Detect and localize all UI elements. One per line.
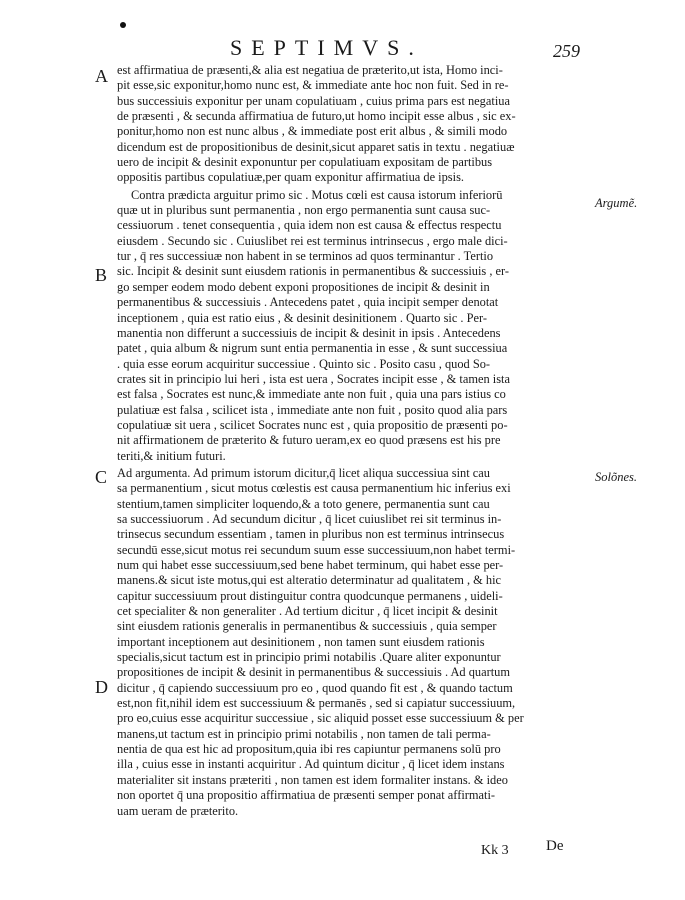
page-number: 259 bbox=[553, 41, 580, 61]
text-line: teriti,& initium futuri. bbox=[117, 448, 226, 463]
text-line: secundū esse,sicut motus rei secundum suum esse successiuum,non habet termi- bbox=[117, 542, 516, 557]
text-line: num qui habet esse successiuum,sed bene habet terminum, qui habet esse per- bbox=[117, 558, 504, 572]
text-line: dicendum est de propositionibus de desinit,sicut apparet satis in textu . negatiuæ bbox=[117, 139, 515, 154]
ornament-dot bbox=[120, 22, 126, 28]
catchword: De bbox=[546, 838, 564, 854]
text-line: pit esse,sic exponitur,homo nunc est, & immediate ante hoc non fuit. Sed in re- bbox=[117, 78, 509, 93]
text-line: . quia esse eorum acquiritur successiue . Quinto sic . Posito casu , quod So- bbox=[117, 356, 491, 371]
section-letter-a: A bbox=[95, 66, 108, 86]
running-title: SEPTIMVS. bbox=[230, 35, 423, 60]
text-line: Ad argumenta. Ad primum istorum dicitur,q̄ licet aliqua successiua sint cau bbox=[117, 465, 490, 480]
text-line: manens,ut tactum est in principio primi notabilis , non tamen de tali perma- bbox=[117, 726, 491, 741]
text-line: manentia non differunt a successiuis de incipit & desinit in ipsis . Antecedens bbox=[117, 325, 501, 340]
text-line: stentium,tamen simpliciter loquendo,& a toto genere, permanentia sunt cau bbox=[117, 496, 490, 511]
text-line: tur , q̄ res successiuæ non habent in se terminos ad quos terminantur . Tertio bbox=[117, 249, 494, 264]
text-line: est,non fit,nihil idem est successiuum & permanēs , sed si capiatur successiuum, bbox=[117, 696, 516, 711]
text-line: quæ ut in pluribus sunt permanentia , non ergo permanentia sunt causa suc- bbox=[117, 203, 491, 218]
text-line: permanentibus & successiuis . Antecedens patet , quia incipit semper denotat bbox=[117, 295, 499, 310]
text-line: dicitur , q̄ capiendo successiuum pro eo , quod quando fit est , & quando tactum bbox=[117, 680, 513, 695]
text-line: ponitur,homo non est nunc albus , & immediate post erit albus , & simili modo bbox=[117, 124, 508, 139]
text-line: materialiter sit instans præteriti , non tamen est idem formaliter instans. & ideo bbox=[117, 772, 508, 787]
text-line: est falsa , Socrates est nunc,& immediate ante non fuit , quia una pars istius co bbox=[117, 387, 506, 402]
text-line: sint eiusdem rationis generalis in permanentibus & successiuis , quia semper bbox=[117, 619, 497, 634]
text-line: illa , cuius esse in instanti acquiritur . Ad quintum dicitur , q̄ licet idem instans bbox=[117, 757, 505, 772]
section-letter-b: B bbox=[95, 265, 108, 285]
text-line: patet , quia album & nigrum sunt entia permanentia in esse , & sunt successiua bbox=[117, 341, 508, 356]
text-line: go semper eodem modo debent exponi propositiones de incipit & desinit in bbox=[117, 279, 490, 294]
text-line: sa successiuorum . Ad secundum dicitur , q̄ licet cuiuslibet rei sit terminus in- bbox=[117, 511, 502, 526]
text-line: cessiuorum . tenet consequentia , quia idem non est causa & effectus respectu bbox=[117, 218, 502, 233]
body-text bbox=[117, 63, 587, 819]
text-line: trinsecus secundum essentiam , tamen in pluribus non est terminus intrinsecus bbox=[117, 527, 505, 542]
section-letter-d: D bbox=[95, 677, 108, 697]
text-line: Contra prædicta arguitur primo sic . Motus cœli est causa istorum inferiorū bbox=[131, 187, 503, 202]
text-line: copulatiuæ sit uera , scilicet Socrates nunc est , quia propositio de præsenti po- bbox=[117, 417, 508, 432]
text-line: de præsenti , & secunda affirmatiua de futuro,ut homo incipit esse albus , sic ex- bbox=[117, 109, 516, 124]
text-line: eiusdem . Secundo sic . Cuiuslibet rei est terminus intrinsecus , ergo male dici- bbox=[117, 233, 508, 248]
text-line: uero de incipit & desinit exponuntur per copulatiuam expositam de partibus bbox=[117, 155, 493, 170]
text-line: specialis,sicut tactum est in principio primi notabilis .Quare aliter exponuntur bbox=[117, 650, 501, 665]
paragraph-3 bbox=[117, 466, 587, 819]
text-line: bus successiuis exponitur per unam copulatiuam , cuius prima pars est negatiua bbox=[117, 93, 510, 108]
text-line: manens.& sicut iste motus,qui est alteratio determinatur ad qualitatem , & hic bbox=[117, 573, 502, 588]
text-line: non oportet q̄ una propositio affirmatiua de præsenti semper ponat affirmati- bbox=[117, 788, 496, 803]
text-line: pro eo,cuius esse acquiritur successiue , sic aliquid posset esse successiuum & per bbox=[117, 711, 524, 726]
paragraph-1 bbox=[117, 63, 587, 186]
text-line: sa permanentium , sicut motus cœlestis est causa permanentium hic inferius exi bbox=[117, 481, 511, 496]
text-line: nit affirmationem de præterito & futuro ueram,ex eo quod præsens est his pre bbox=[117, 433, 501, 448]
text-line: propositiones de incipit & desinit in permanentibus & successiuis . Ad quartum bbox=[117, 665, 511, 680]
paragraph-2 bbox=[117, 188, 587, 464]
margin-note-solutiones: Solõnes. bbox=[595, 470, 638, 484]
text-line: capitur successiuum prout distinguitur contra quodcunque permanens , uideli- bbox=[117, 588, 503, 603]
text-line: crates sit in principio lui heri , ista est uera , Socrates incipit esse , & tamen ista bbox=[117, 371, 510, 386]
text-line: important inceptionem aut desinitionem , non tamen sunt eiusdem rationis bbox=[117, 634, 485, 649]
text-line: inceptionem , quia est ratio eius , & desinit desinitionem . Quarto sic . Per- bbox=[117, 310, 488, 325]
text-line: cet specialiter & non generaliter . Ad tertium dicitur , q̄ licet incipit & desinit bbox=[117, 604, 498, 619]
text-line: uam ueram de præterito. bbox=[117, 803, 239, 818]
text-line: pulatiuæ est falsa , scilicet ista , immediate ante non fuit , posito quod alia pars bbox=[117, 402, 508, 417]
text-line: est affirmatiua de præsenti,& alia est negatiua de præterito,ut ista, Homo inci- bbox=[117, 63, 503, 77]
section-letter-c: C bbox=[95, 467, 108, 487]
text-line: sic. Incipit & desinit sunt eiusdem rationis in permanentibus & successiuis , er- bbox=[117, 264, 510, 279]
text-line: oppositis partibus copulatiuæ,per quam exponitur affirmatiua de ipsis. bbox=[117, 170, 464, 185]
margin-note-argumentum: Argumẽ. bbox=[595, 196, 638, 210]
text-line: nentia de qua est hic ad propositum,quia ibi res capiuntur permanens solū pro bbox=[117, 742, 501, 757]
signature-mark: Kk 3 bbox=[481, 843, 509, 858]
